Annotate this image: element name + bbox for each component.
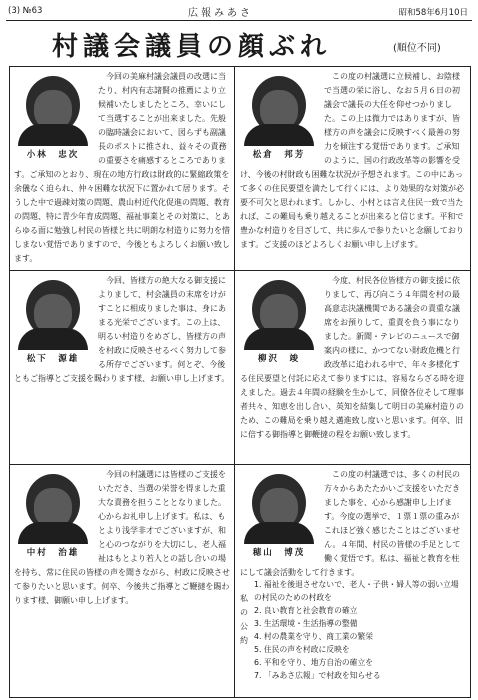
member-statement: この度の村議選に立候補し、お陰様で当選の栄に浴し、なお５月６日の初議会で議長の大任を仰せつかりました。この上は微力ではありますが、皆様方の声を議会に反映すべく最善の努力を傾注する覚悟であります。ご承知のように、国の行政改革等の影響を受け、今後の村財政も困難な状況が予想されます。この中にあって多くの住民要望を満たして行くには、より効果的な対策が必要不可欠と思われます。しかし、小村とは言え住民一致で当たれば、この難局も乗り越えることが出来ると信じます。平和で豊かな村造りを目ざして、共に歩んで参りたいと念願しております。ご支援のほどよろしくお願い申し上げます。 bbox=[240, 72, 464, 249]
member-statement: 今回の村議選には皆様のご支援をいただき、当選の栄誉を得ました重大な責務を担うこととなりました。心からお礼申し上げます。私は、もとより浅学非才でございますが、和と心のつながりを大切にし、老人福祉はもとより若人との話し合いの場を持ち、常に住民の皆様の声を聞きながら、村政に反映させて参りたいと思います。何卒、今後共ご指導とご鞭撻を賜わります様、御願い申し上げます。 bbox=[14, 470, 230, 605]
policy-label: 私 の 公 約 bbox=[240, 594, 248, 645]
policy-item: 1. 福祉を後退させないで、老人・子供・婦人等の弱い立場の村民のための村政を bbox=[254, 580, 459, 602]
member-name: 柳沢 竣 bbox=[257, 354, 300, 364]
grid-divider-row2 bbox=[9, 464, 471, 465]
article-subheading: (順位不同) bbox=[393, 43, 441, 54]
member-name: 穂山 博茂 bbox=[252, 548, 306, 558]
member-photo bbox=[240, 470, 318, 562]
header-rule bbox=[6, 20, 472, 21]
policy-list bbox=[254, 578, 466, 682]
member-statement: 今度、村民各位皆様方の御支援に依りまして、再び向こう４年間を村の最高意志決議機関である議会の責重な議席をお預りして、重責を負う事になりました。新聞・テレビのニュースで御案内の様に、かつてない財政危機と行政改革に追われる中で、年々多様化する住民要望と付託に応えて参りますには、容易ならざる時を迎えました。過去４年間の経験を生かして、同僚各位そして理事者共々、知恵を出し合い、英知を結集して明日の美麻村造りのため、この難局を乗り越え邁進致し度いと思います。何卒、旧に倍する御指導と御鞭撻の程をお願い致します。 bbox=[240, 276, 464, 439]
policy-item: 5. 住民の声を村政に反映を bbox=[254, 645, 350, 654]
member-name: 松下 源雄 bbox=[26, 354, 80, 364]
grid-divider-vertical bbox=[234, 66, 235, 698]
member-card bbox=[14, 70, 230, 268]
member-name: 中村 治雄 bbox=[26, 548, 80, 558]
grid-divider-row1 bbox=[9, 270, 471, 271]
member-photo bbox=[14, 276, 92, 368]
article-title bbox=[0, 24, 478, 64]
member-statement: 今回の美麻村議会議員の改選に当たり、村内有志諸賢の推薦により立候補いたしましたところ、幸いにして当選することが出来ました。先般の臨時議会において、図らずも副議長のポストに推され、益々その責務の重要さを痛感するところであります。ご承知のとおり、現在の地方行政は財政的に緊縮政策を余儀なく迫られ、仲々困難な状況下に置かれて居ります。そうした中で過疎対策の問題、農山村近代化促進の問題、教育の問題、特に青少年育成問題、福祉事業とその対策に、とあらゆる面に勉強し村民の皆様と共に明朗な村造りに努力を惜しまない覚悟でありますので、今後ともよろしくお願い致します。 bbox=[14, 72, 230, 263]
member-card bbox=[240, 70, 466, 268]
member-photo bbox=[14, 72, 92, 164]
member-statement: この度の村議選では、多くの村民の方々からあたたかいご支援をいただきました事を、心から感謝申し上げます。今度の選挙で、１票１票の重みがこれほど強く感じたことはございません。４年間、村民の皆様の手足として働く覚悟です。私は、福祉と教育を柱にして議会活動をして行きます。 bbox=[240, 470, 461, 576]
member-card bbox=[240, 468, 466, 576]
policy-item: 6. 平和を守り、地方自治の確立を bbox=[254, 658, 374, 667]
policy-item: 3. 生活環境・生活指導の整備 bbox=[254, 619, 358, 628]
member-name: 小林 忠次 bbox=[26, 150, 80, 160]
member-statement: 今回、皆様方の絶大なる御支援によりまして、村会議員の末席をけがすことに相成りました事は、身にあまる光栄でございます。この上は、明るい村造りをめざし、皆様方の声を村政に反映させるべく努力して参る所存でございます。何とぞ、今後ともご指導とご支援を賜わります様、お願い申し上げます。 bbox=[14, 276, 230, 383]
member-photo bbox=[14, 470, 92, 562]
page-header bbox=[0, 0, 478, 22]
issue-date: 昭和58年6月10日 bbox=[398, 8, 468, 18]
page-number: (3) №63 bbox=[8, 6, 43, 16]
member-card bbox=[240, 274, 466, 460]
member-photo bbox=[240, 72, 318, 164]
publication-title: 広報みあさ bbox=[188, 8, 253, 19]
member-photo bbox=[240, 276, 318, 368]
policy-item: 7. 「みあさ広報」で村政を知らせる bbox=[254, 671, 381, 680]
policy-item: 4. 村の農業を守り、商工業の繁栄 bbox=[254, 632, 374, 641]
member-name: 松倉 邦芳 bbox=[252, 150, 306, 160]
article-heading: 村議会議員の顔ぶれ bbox=[52, 32, 332, 62]
policy-item: 2. 良い教育と社会教育の確立 bbox=[254, 606, 358, 615]
member-card bbox=[14, 274, 230, 460]
member-card bbox=[14, 468, 230, 694]
